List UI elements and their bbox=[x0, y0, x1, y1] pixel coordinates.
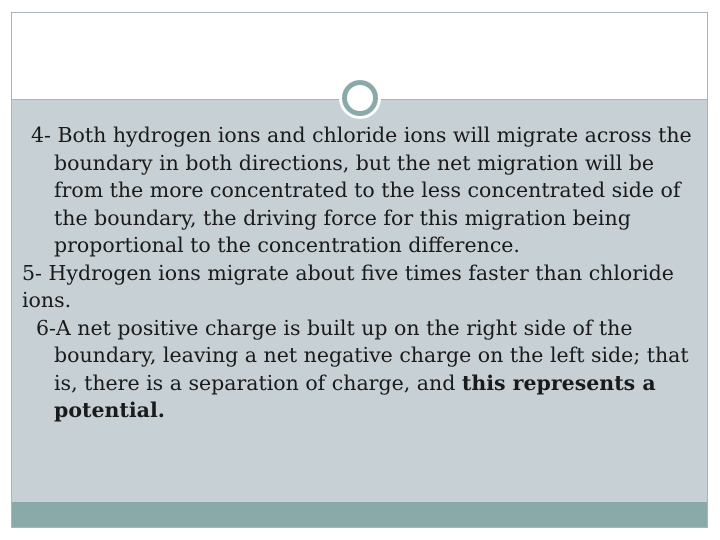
point-5-text: 5- Hydrogen ions migrate about five times faster than chloride ions. bbox=[22, 260, 674, 312]
point-6-period: . bbox=[157, 398, 165, 422]
footer-bar bbox=[12, 502, 707, 527]
slide-body bbox=[22, 122, 698, 425]
circle-ring-icon bbox=[342, 80, 378, 116]
point-6 bbox=[22, 315, 698, 425]
point-6-text: 6-A net positive charge is built up on the right side of the boundary, leaving a net negative charge on the left side; that is, there is a separation of charge, and bbox=[36, 315, 689, 395]
point-6-emphasis: this represents a potential bbox=[54, 370, 656, 422]
point-4 bbox=[22, 122, 698, 260]
point-5 bbox=[22, 260, 698, 315]
point-4-text: 4- Both hydrogen ions and chloride ions will migrate across the boundary in both directions, but the net migration will be from the more concentrated to the less concentrated side of the boundary, the driving force for this migration being proportional to the concentration difference. bbox=[31, 123, 692, 257]
